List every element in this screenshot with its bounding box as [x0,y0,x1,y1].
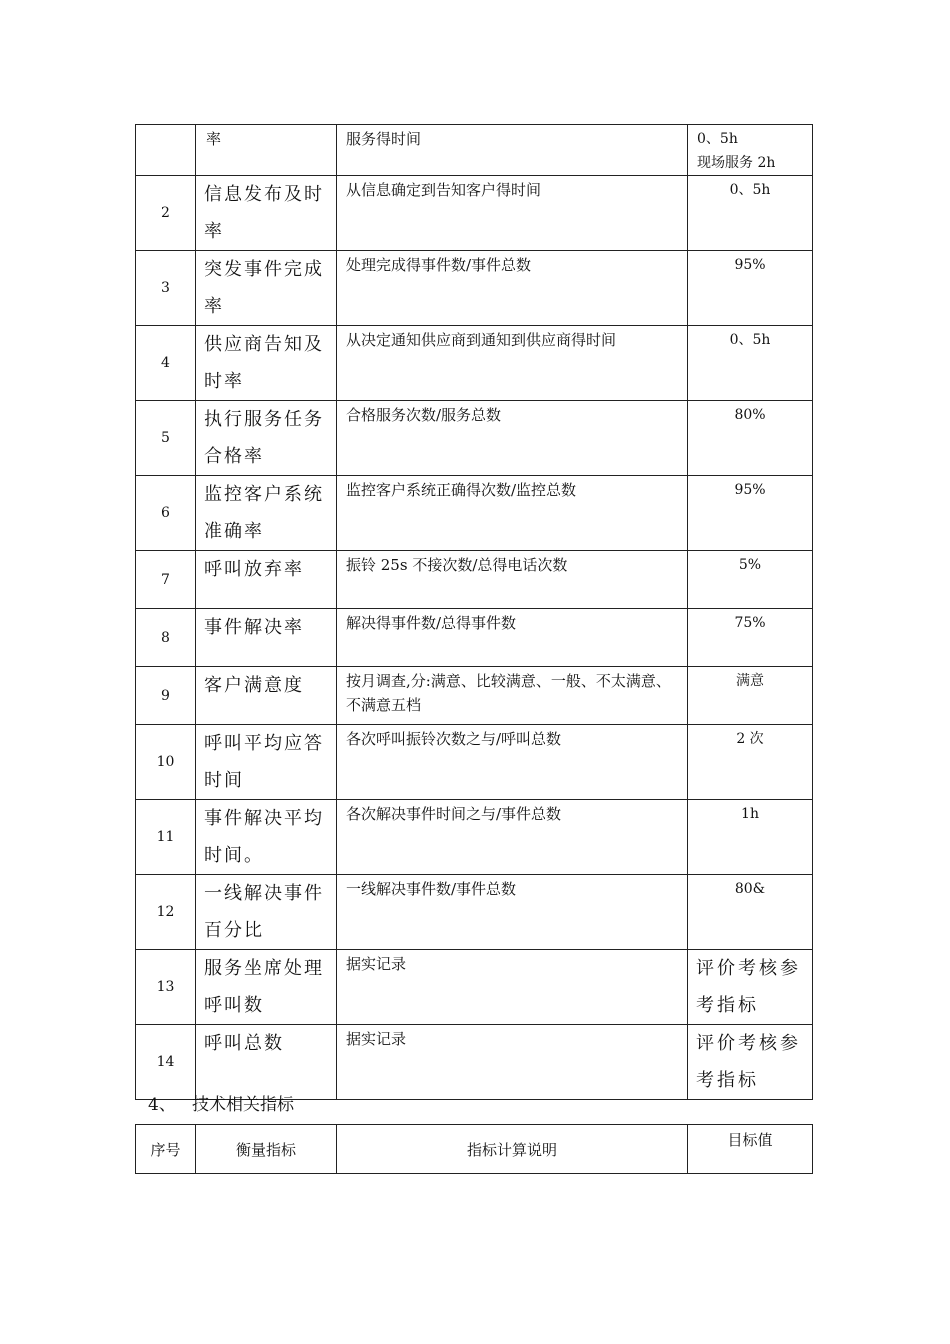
metric-name: 突发事件完成率 [196,251,337,326]
table-row [136,551,813,609]
metric-description: 合格服务次数/服务总数 [337,401,688,476]
row-number: 7 [136,551,196,609]
row-number: 14 [136,1025,196,1100]
table-row [136,800,813,875]
metric-name: 一线解决事件百分比 [196,875,337,950]
metric-name: 执行服务任务合格率 [196,401,337,476]
metric-name: 客户满意度 [196,667,337,725]
table-row [136,476,813,551]
metric-target: 80% [688,401,813,476]
metric-name: 信息发布及时率 [196,176,337,251]
metric-description: 从决定通知供应商到通知到供应商得时间 [337,326,688,401]
table-row [136,950,813,1025]
metric-target: 75% [688,609,813,667]
row-number: 6 [136,476,196,551]
metric-name: 呼叫放弃率 [196,551,337,609]
row-number: 5 [136,401,196,476]
column-header-target: 目标值 [688,1125,813,1174]
row-number: 2 [136,176,196,251]
table-row [136,667,813,725]
row-number: 3 [136,251,196,326]
metric-name: 事件解决平均时间。 [196,800,337,875]
metric-target: 满意 [688,667,813,725]
row-number: 11 [136,800,196,875]
metric-description: 处理完成得事件数/事件总数 [337,251,688,326]
table-row [136,326,813,401]
metric-target: 0、5h [688,326,813,401]
section-heading: 4、 技术相关指标 [148,1095,295,1115]
metric-name: 供应商告知及时率 [196,326,337,401]
table-row [136,1025,813,1100]
metric-description: 各次解决事件时间之与/事件总数 [337,800,688,875]
metric-description: 从信息确定到告知客户得时间 [337,176,688,251]
metric-target: 80& [688,875,813,950]
metric-target: 2 次 [688,725,813,800]
metric-target: 95% [688,251,813,326]
metric-name: 呼叫平均应答时间 [196,725,337,800]
table-row [136,176,813,251]
table-row [136,251,813,326]
table-row [136,609,813,667]
column-header-number: 序号 [136,1125,196,1174]
metric-name: 率 [196,125,337,176]
target-line: 现场服务 2h [697,155,776,171]
row-number: 12 [136,875,196,950]
table-row [136,725,813,800]
kpi-table [135,124,813,1100]
metric-name: 服务坐席处理呼叫数 [196,950,337,1025]
row-number: 9 [136,667,196,725]
metric-description: 据实记录 [337,1025,688,1100]
metric-name: 呼叫总数 [196,1025,337,1100]
metric-target: 95% [688,476,813,551]
metric-target: 评价考核参考指标 [688,950,813,1025]
metric-target: 5% [688,551,813,609]
metric-description: 服务得时间 [337,125,688,176]
metric-description: 各次呼叫振铃次数之与/呼叫总数 [337,725,688,800]
tech-metrics-table [135,1124,813,1174]
column-header-metric: 衡量指标 [196,1125,337,1174]
metric-description: 振铃 25s 不接次数/总得电话次数 [337,551,688,609]
row-number: 13 [136,950,196,1025]
metric-description: 据实记录 [337,950,688,1025]
metric-target: 评价考核参考指标 [688,1025,813,1100]
column-header-description: 指标计算说明 [337,1125,688,1174]
table-row [136,401,813,476]
metric-target: 1h [688,800,813,875]
metric-description: 解决得事件数/总得事件数 [337,609,688,667]
table-row [136,125,813,176]
metric-target [688,125,813,176]
metric-name: 事件解决率 [196,609,337,667]
metric-name: 监控客户系统准确率 [196,476,337,551]
metric-target: 0、5h [688,176,813,251]
metric-description: 监控客户系统正确得次数/监控总数 [337,476,688,551]
row-number: 10 [136,725,196,800]
row-number: 4 [136,326,196,401]
table-row [136,875,813,950]
row-number: 8 [136,609,196,667]
metric-description: 一线解决事件数/事件总数 [337,875,688,950]
table-header-row [136,1125,813,1174]
target-line: 0、5h [697,131,738,147]
metric-description: 按月调查,分:满意、比较满意、一般、不太满意、不满意五档 [337,667,688,725]
row-number [136,125,196,176]
